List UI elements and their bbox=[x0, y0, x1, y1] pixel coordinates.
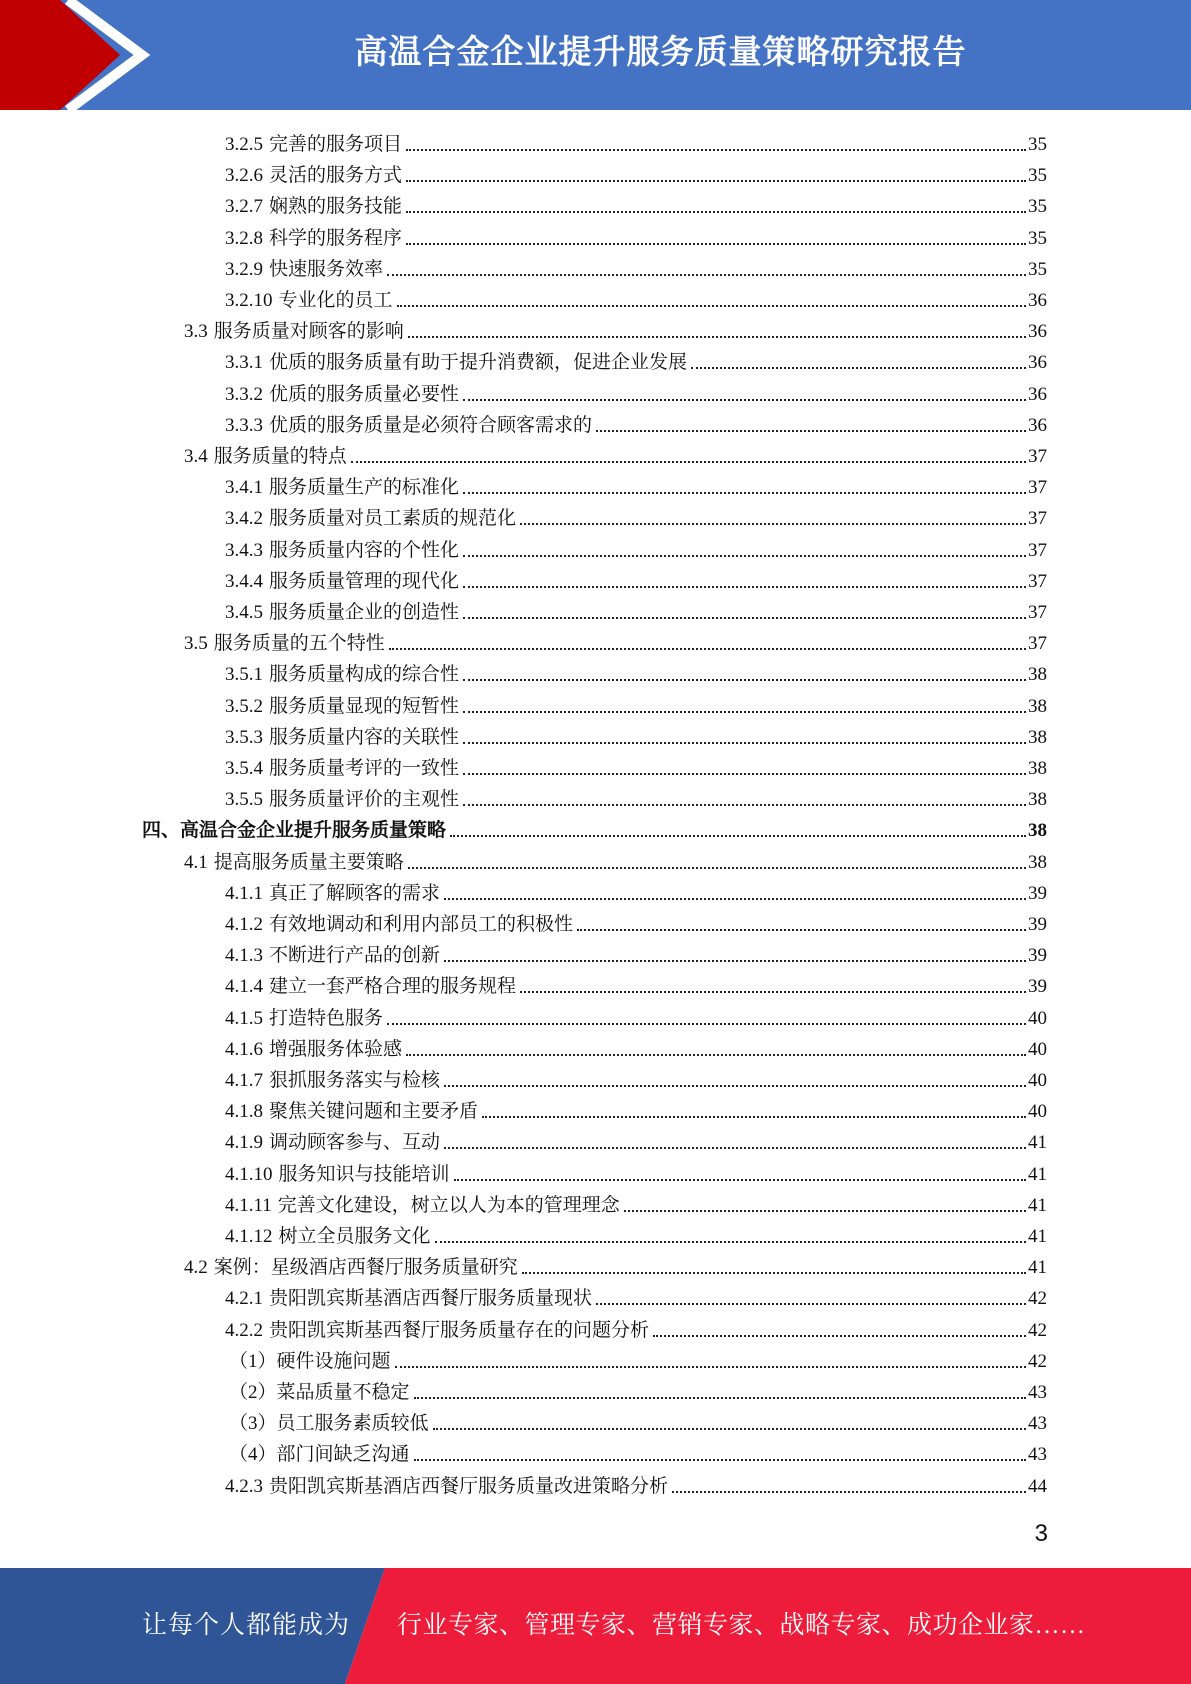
toc-entry[interactable] bbox=[225, 407, 1047, 438]
toc-dot-leader bbox=[454, 1178, 1026, 1181]
toc-entry-number: 四、 bbox=[142, 820, 181, 842]
toc-entry-number: 4.1.2 bbox=[225, 914, 263, 935]
toc-dot-leader bbox=[387, 1022, 1026, 1025]
toc-entry[interactable] bbox=[184, 313, 1047, 344]
toc-entry-label: 贵阳凯宾斯基酒店西餐厅服务质量改进策略分析 bbox=[269, 1475, 669, 1497]
toc-entry[interactable] bbox=[225, 1124, 1047, 1155]
toc-entry-number: （4） bbox=[229, 1444, 277, 1466]
toc-entry-label: 狠抓服务落实与检核 bbox=[269, 1070, 441, 1091]
toc-entry-number: 3.2.8 bbox=[225, 227, 263, 249]
toc-entry-label: 不断进行产品的创新 bbox=[269, 945, 441, 967]
toc-entry-number: 4.1.6 bbox=[225, 1038, 263, 1060]
toc-entry[interactable] bbox=[142, 812, 1047, 843]
toc-dot-leader bbox=[520, 990, 1026, 993]
toc-entry-number: 3.4.5 bbox=[225, 602, 263, 623]
toc-entry[interactable] bbox=[184, 1249, 1047, 1280]
toc-dot-leader bbox=[463, 772, 1026, 775]
toc-entry-page: 35 bbox=[1028, 165, 1047, 187]
toc-entry-page: 43 bbox=[1028, 1382, 1047, 1403]
toc-dot-leader bbox=[463, 398, 1026, 401]
toc-entry-page: 40 bbox=[1028, 1038, 1047, 1060]
toc-entry[interactable] bbox=[225, 1187, 1047, 1218]
toc-entry-number: 4.2 bbox=[184, 1257, 208, 1279]
toc-dot-leader bbox=[414, 1458, 1026, 1461]
toc-entry-page: 38 bbox=[1028, 726, 1047, 748]
toc-dot-leader bbox=[444, 1084, 1026, 1087]
toc-entry-page: 41 bbox=[1028, 1257, 1047, 1279]
toc-entry-label: 完善文化建设，树立以人为本的管理理念 bbox=[277, 1194, 620, 1216]
toc-entry-label: 树立全员服务文化 bbox=[278, 1226, 431, 1247]
toc-entry[interactable] bbox=[225, 688, 1047, 719]
toc-dot-leader bbox=[406, 1053, 1026, 1056]
toc-entry-label: 菜品质量不稳定 bbox=[276, 1382, 410, 1403]
toc-entry-label: 服务质量企业的创造性 bbox=[269, 602, 460, 623]
toc-entry-page: 41 bbox=[1028, 1163, 1047, 1185]
toc-entry-label: 硬件设施问题 bbox=[276, 1350, 391, 1372]
toc-entry[interactable] bbox=[184, 844, 1047, 875]
toc-entry[interactable] bbox=[225, 220, 1047, 251]
toc-entry-label: 真正了解顾客的需求 bbox=[269, 882, 441, 904]
toc-entry-label: 完善的服务项目 bbox=[269, 134, 403, 155]
toc-entry[interactable] bbox=[225, 937, 1047, 968]
toc-entry-page: 37 bbox=[1028, 508, 1047, 530]
toc-dot-leader bbox=[406, 179, 1026, 182]
toc-entry-page: 39 bbox=[1028, 882, 1047, 904]
toc-entry[interactable] bbox=[184, 438, 1047, 469]
toc-entry-number: 3.4 bbox=[184, 446, 208, 467]
toc-entry-page: 35 bbox=[1028, 196, 1047, 218]
toc-dot-leader bbox=[397, 304, 1026, 307]
toc-entry[interactable] bbox=[225, 251, 1047, 282]
toc-dot-leader bbox=[444, 959, 1026, 962]
toc-entry-number: 4.1.10 bbox=[225, 1163, 273, 1185]
toc-entry-page: 39 bbox=[1028, 945, 1047, 967]
toc-entry[interactable] bbox=[225, 500, 1047, 531]
toc-entry-number: 4.1.5 bbox=[225, 1007, 263, 1029]
toc-entry-number: 3.4.3 bbox=[225, 539, 263, 561]
toc-entry-label: 服务质量构成的综合性 bbox=[269, 664, 460, 686]
toc-dot-leader bbox=[691, 366, 1026, 369]
toc-entry[interactable] bbox=[225, 188, 1047, 219]
toc-entry-page: 39 bbox=[1028, 976, 1047, 998]
toc-dot-leader bbox=[408, 335, 1026, 338]
toc-entry[interactable] bbox=[225, 1280, 1047, 1311]
toc-dot-leader bbox=[463, 710, 1026, 713]
toc-entry[interactable] bbox=[225, 1312, 1047, 1343]
chevron-right-icon bbox=[0, 0, 160, 110]
toc-entry-number: 4.1.9 bbox=[225, 1132, 263, 1154]
toc-entry[interactable] bbox=[225, 1093, 1047, 1124]
toc-entry-number: 4.1.12 bbox=[225, 1226, 273, 1247]
toc-entry-label: 优质的服务质量有助于提升消费额，促进企业发展 bbox=[269, 352, 688, 374]
toc-entry-number: 3.5.3 bbox=[225, 726, 263, 748]
toc-entry-number: 3.3.1 bbox=[225, 352, 263, 374]
toc-dot-leader bbox=[463, 803, 1026, 806]
toc-entry-page: 36 bbox=[1028, 414, 1047, 436]
toc-entry-label: 建立一套严格合理的服务规程 bbox=[269, 976, 517, 998]
toc-entry-number: 3.2.5 bbox=[225, 134, 263, 155]
toc-dot-leader bbox=[406, 148, 1026, 151]
toc-dot-leader bbox=[406, 210, 1026, 213]
toc-entry-page: 35 bbox=[1028, 227, 1047, 249]
toc-entry-label: 服务质量的特点 bbox=[213, 446, 347, 467]
page-footer bbox=[0, 1568, 1191, 1684]
toc-dot-leader bbox=[463, 554, 1026, 557]
toc-entry-page: 38 bbox=[1028, 695, 1047, 717]
toc-entry-page: 42 bbox=[1028, 1350, 1047, 1372]
toc-entry[interactable] bbox=[225, 968, 1047, 999]
toc-entry[interactable] bbox=[229, 1436, 1047, 1467]
toc-dot-leader bbox=[463, 585, 1026, 588]
toc-entry[interactable] bbox=[225, 1218, 1047, 1249]
toc-entry-number: 3.2.6 bbox=[225, 165, 263, 187]
toc-entry-label: 快速服务效率 bbox=[269, 258, 384, 280]
toc-entry[interactable] bbox=[225, 781, 1047, 812]
toc-entry-page: 38 bbox=[1028, 664, 1047, 686]
toc-dot-leader bbox=[444, 897, 1026, 900]
toc-entry-label: 高温合金企业提升服务质量策略 bbox=[180, 820, 447, 842]
toc-entry-number: 4.1.11 bbox=[225, 1194, 272, 1216]
toc-entry-number: 3.4.1 bbox=[225, 477, 263, 499]
toc-entry-label: 聚焦关键问题和主要矛盾 bbox=[269, 1101, 479, 1123]
toc-entry[interactable] bbox=[225, 376, 1047, 407]
toc-entry[interactable] bbox=[225, 469, 1047, 500]
document-title: 高温合金企业提升服务质量策略研究报告 bbox=[354, 32, 967, 71]
toc-entry-number: 4.1.4 bbox=[225, 976, 263, 998]
toc-entry-page: 38 bbox=[1028, 789, 1047, 811]
toc-entry-label: 贵阳凯宾斯基西餐厅服务质量存在的问题分析 bbox=[269, 1319, 650, 1341]
toc-entry-label: 灵活的服务方式 bbox=[269, 165, 403, 187]
toc-dot-leader bbox=[406, 242, 1026, 245]
footer-slogan-right: 行业专家、管理专家、营销专家、战略专家、成功企业家…… bbox=[397, 1612, 1086, 1639]
toc-entry-page: 37 bbox=[1028, 477, 1047, 499]
toc-entry-label: 服务质量内容的个性化 bbox=[269, 539, 460, 561]
toc-entry[interactable] bbox=[225, 282, 1047, 313]
toc-entry-number: 3.4.2 bbox=[225, 508, 263, 530]
toc-entry-page: 41 bbox=[1028, 1226, 1047, 1247]
toc-entry-label: 增强服务体验感 bbox=[269, 1038, 403, 1060]
toc-entry[interactable] bbox=[225, 906, 1047, 937]
toc-entry-number: 4.1 bbox=[184, 851, 208, 873]
toc-entry-page: 35 bbox=[1028, 134, 1047, 155]
toc-entry-label: 员工服务素质较低 bbox=[276, 1413, 429, 1435]
toc-dot-leader bbox=[435, 1240, 1026, 1243]
toc-entry-label: 服务质量对顾客的影响 bbox=[213, 321, 404, 343]
footer-slogan-left: 让每个人都能成为 bbox=[142, 1612, 351, 1639]
toc-entry-label: 案例：星级酒店西餐厅服务质量研究 bbox=[213, 1257, 518, 1279]
toc-entry[interactable] bbox=[225, 656, 1047, 687]
toc-dot-leader bbox=[395, 1365, 1026, 1368]
toc-entry-label: 服务质量评价的主观性 bbox=[269, 789, 460, 811]
toc-entry-number: 3.5.2 bbox=[225, 695, 263, 717]
toc-dot-leader bbox=[444, 1146, 1026, 1149]
toc-entry-label: 调动顾客参与、互动 bbox=[269, 1132, 441, 1154]
toc-entry-label: 娴熟的服务技能 bbox=[269, 196, 403, 218]
toc-entry-page: 36 bbox=[1028, 321, 1047, 343]
toc-entry-page: 37 bbox=[1028, 570, 1047, 592]
toc-dot-leader bbox=[450, 834, 1026, 837]
toc-entry-page: 35 bbox=[1028, 258, 1047, 280]
toc-entry-number: 4.1.8 bbox=[225, 1101, 263, 1123]
toc-entry-page: 43 bbox=[1028, 1444, 1047, 1466]
toc-dot-leader bbox=[624, 1209, 1026, 1212]
toc-entry-page: 42 bbox=[1028, 1319, 1047, 1341]
toc-dot-leader bbox=[408, 866, 1026, 869]
toc-dot-leader bbox=[596, 429, 1026, 432]
toc-dot-leader bbox=[387, 273, 1026, 276]
toc-entry-page: 36 bbox=[1028, 290, 1047, 311]
toc-entry-label: 服务知识与技能培训 bbox=[278, 1163, 450, 1185]
toc-entry[interactable] bbox=[229, 1405, 1047, 1436]
toc-entry-number: 3.5.5 bbox=[225, 789, 263, 811]
toc-entry-label: 服务质量考评的一致性 bbox=[269, 758, 460, 779]
toc-dot-leader bbox=[389, 647, 1026, 650]
toc-entry-label: 服务质量的五个特性 bbox=[213, 633, 385, 655]
toc-entry[interactable] bbox=[225, 594, 1047, 625]
toc-entry[interactable] bbox=[225, 1468, 1047, 1499]
toc-entry-number: 3.2.7 bbox=[225, 196, 263, 218]
toc-entry-number: 4.1.3 bbox=[225, 945, 263, 967]
toc-entry[interactable] bbox=[225, 157, 1047, 188]
toc-entry-number: 4.2.1 bbox=[225, 1288, 263, 1310]
toc-entry[interactable] bbox=[225, 126, 1047, 157]
toc-entry[interactable] bbox=[225, 563, 1047, 594]
toc-entry-page: 40 bbox=[1028, 1101, 1047, 1123]
toc-entry-number: 3.5.1 bbox=[225, 664, 263, 686]
toc-dot-leader bbox=[653, 1334, 1026, 1337]
toc-entry-page: 42 bbox=[1028, 1288, 1047, 1310]
page-number: 3 bbox=[1034, 1520, 1048, 1547]
toc-dot-leader bbox=[463, 491, 1026, 494]
toc-dot-leader bbox=[596, 1302, 1026, 1305]
toc-entry[interactable] bbox=[225, 1062, 1047, 1093]
toc-entry-page: 38 bbox=[1028, 851, 1047, 873]
toc-entry-number: 3.4.4 bbox=[225, 570, 263, 592]
toc-entry-label: 有效地调动和利用内部员工的积极性 bbox=[269, 914, 574, 935]
toc-entry-page: 41 bbox=[1028, 1194, 1047, 1216]
toc-entry-number: 3.3.3 bbox=[225, 414, 263, 436]
toc-entry-page: 36 bbox=[1028, 383, 1047, 405]
toc-entry-page: 41 bbox=[1028, 1132, 1047, 1154]
toc-dot-leader bbox=[463, 616, 1026, 619]
toc-entry-label: 服务质量对员工素质的规范化 bbox=[269, 508, 517, 530]
toc-entry-page: 44 bbox=[1028, 1475, 1047, 1497]
toc-entry[interactable] bbox=[184, 625, 1047, 656]
toc-entry-number: 4.1.1 bbox=[225, 882, 263, 904]
toc-entry-number: 3.5 bbox=[184, 633, 208, 655]
toc-entry-number: （2） bbox=[229, 1382, 277, 1403]
toc-entry-number: 3.3.2 bbox=[225, 383, 263, 405]
toc-entry-number: 4.2.3 bbox=[225, 1475, 263, 1497]
toc-entry-label: 打造特色服务 bbox=[269, 1007, 384, 1029]
toc-entry-page: 37 bbox=[1028, 539, 1047, 561]
toc-entry-number: 4.2.2 bbox=[225, 1319, 263, 1341]
toc-entry[interactable] bbox=[229, 1374, 1047, 1405]
toc-dot-leader bbox=[433, 1427, 1026, 1430]
toc-entry-page: 38 bbox=[1028, 758, 1047, 779]
toc-entry-number: 3.5.4 bbox=[225, 758, 263, 779]
toc-entry-number: 3.3 bbox=[184, 321, 208, 343]
toc-entry-page: 38 bbox=[1028, 820, 1047, 842]
toc-entry[interactable] bbox=[225, 719, 1047, 750]
toc-entry-number: 3.2.10 bbox=[225, 290, 273, 311]
toc-dot-leader bbox=[414, 1396, 1026, 1399]
toc-entry-number: （3） bbox=[229, 1413, 277, 1435]
toc-entry-label: 服务质量显现的短暂性 bbox=[269, 695, 460, 717]
page-header bbox=[0, 0, 1191, 110]
toc-entry-page: 43 bbox=[1028, 1413, 1047, 1435]
toc-entry-label: 专业化的员工 bbox=[278, 290, 393, 311]
toc-dot-leader bbox=[672, 1490, 1026, 1493]
toc-entry-label: 提高服务质量主要策略 bbox=[213, 851, 404, 873]
toc-entry-page: 37 bbox=[1028, 633, 1047, 655]
toc-entry-page: 39 bbox=[1028, 914, 1047, 935]
toc-entry[interactable] bbox=[225, 344, 1047, 375]
toc-entry-number: 3.2.9 bbox=[225, 258, 263, 280]
toc-entry-label: 科学的服务程序 bbox=[269, 227, 403, 249]
toc-entry-label: 贵阳凯宾斯基酒店西餐厅服务质量现状 bbox=[269, 1288, 593, 1310]
toc-entry-label: 部门间缺乏沟通 bbox=[276, 1444, 410, 1466]
toc-entry[interactable] bbox=[225, 750, 1047, 781]
toc-entry[interactable] bbox=[225, 1156, 1047, 1187]
toc-entry[interactable] bbox=[225, 532, 1047, 563]
toc-entry-page: 37 bbox=[1028, 446, 1047, 467]
toc-entry-page: 40 bbox=[1028, 1007, 1047, 1029]
toc-entry[interactable] bbox=[229, 1343, 1047, 1374]
toc-entry-page: 37 bbox=[1028, 602, 1047, 623]
toc-dot-leader bbox=[463, 678, 1026, 681]
toc-entry-page: 36 bbox=[1028, 352, 1047, 374]
toc-entry-label: 优质的服务质量必要性 bbox=[269, 383, 460, 405]
toc-entry-label: 优质的服务质量是必须符合顾客需求的 bbox=[269, 414, 593, 436]
toc-dot-leader bbox=[522, 1271, 1026, 1274]
toc-dot-leader bbox=[482, 1115, 1026, 1118]
toc-entry[interactable] bbox=[225, 1031, 1047, 1062]
toc-entry-label: 服务质量管理的现代化 bbox=[269, 570, 460, 592]
toc-entry-page: 40 bbox=[1028, 1070, 1047, 1091]
toc-dot-leader bbox=[520, 522, 1026, 525]
toc-entry-number: （1） bbox=[229, 1350, 277, 1372]
toc-dot-leader bbox=[463, 741, 1026, 744]
toc-dot-leader bbox=[577, 928, 1026, 931]
toc-entry-label: 服务质量生产的标准化 bbox=[269, 477, 460, 499]
toc-dot-leader bbox=[351, 460, 1026, 463]
toc-entry[interactable] bbox=[225, 875, 1047, 906]
toc-entry-label: 服务质量内容的关联性 bbox=[269, 726, 460, 748]
toc-entry[interactable] bbox=[225, 1000, 1047, 1031]
toc-entry-number: 4.1.7 bbox=[225, 1070, 263, 1091]
